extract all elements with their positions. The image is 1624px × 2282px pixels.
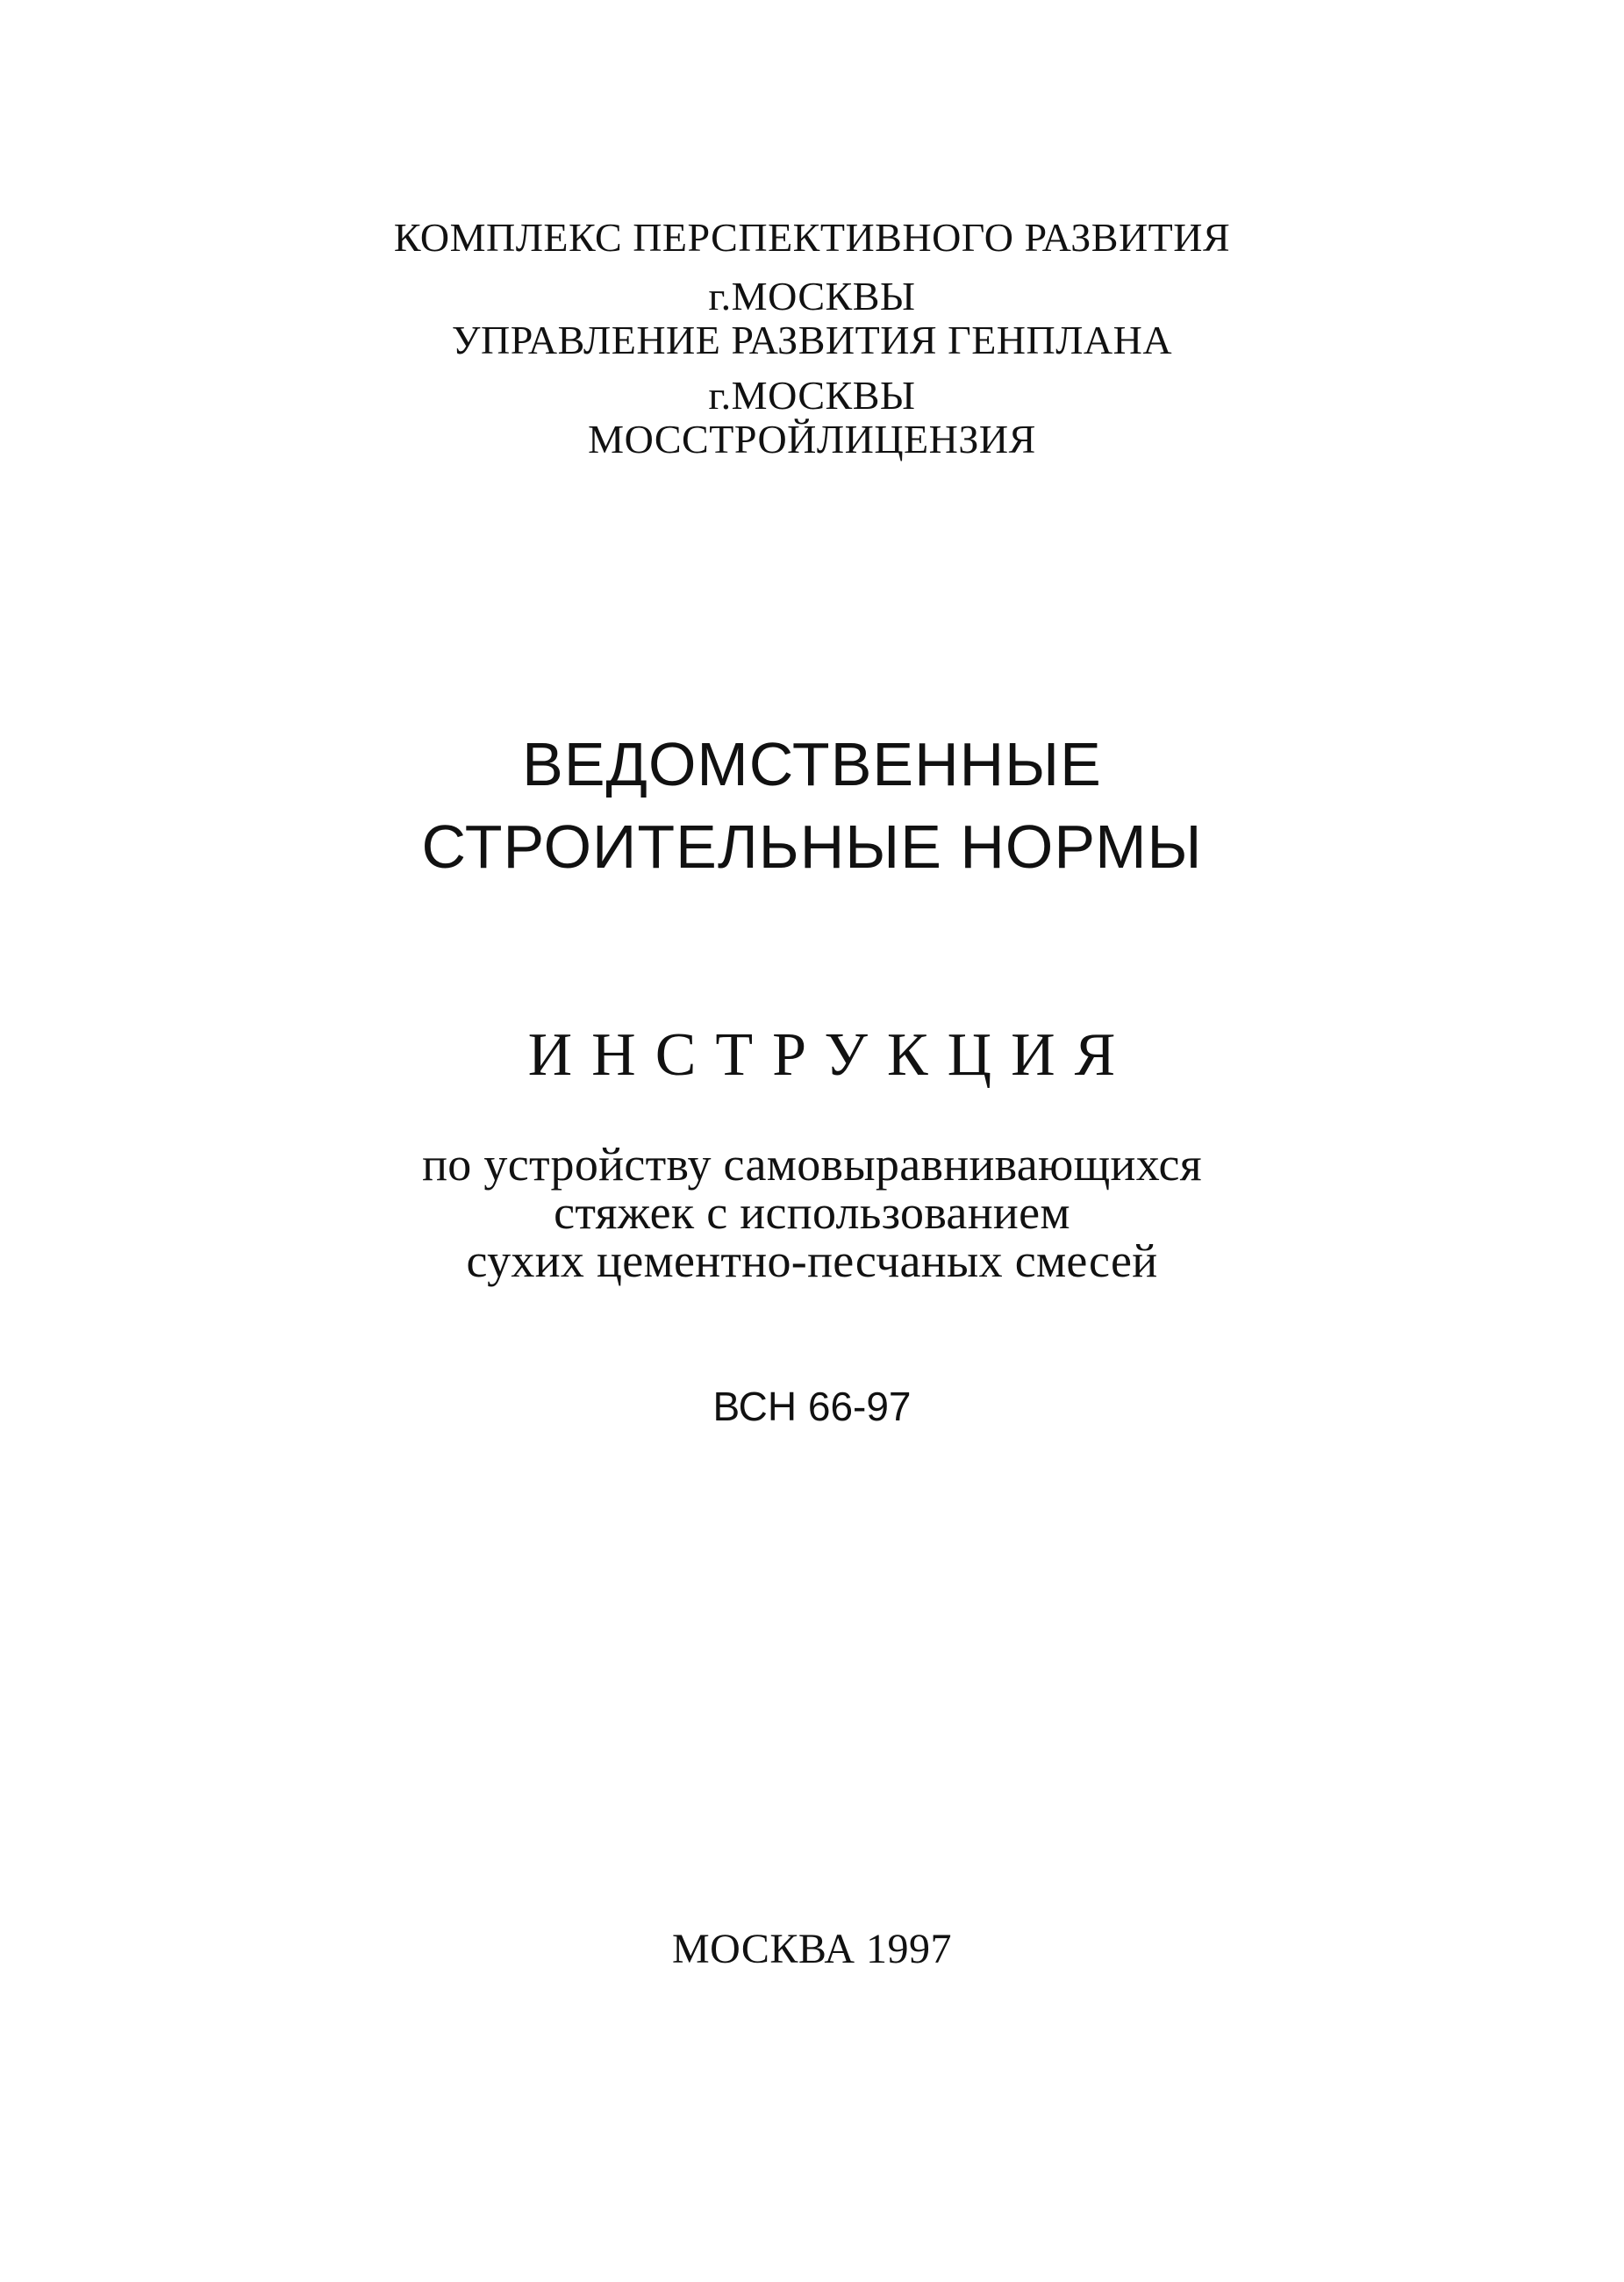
document-code: ВСН 66-97 — [712, 1384, 912, 1429]
publisher-line-4: г.МОСКВЫ — [708, 373, 916, 418]
place-and-year: МОСКВА 1997 — [671, 1926, 953, 1972]
document-type: ИНСТРУКЦИЯ — [527, 1021, 1135, 1089]
publisher-line-1: КОМПЛЕКС ПЕРСПЕКТИВНОГО РАЗВИТИЯ — [393, 215, 1231, 260]
publisher-line-2: г.МОСКВЫ — [708, 274, 916, 318]
subtitle-line-2: стяжек с использованием — [554, 1186, 1070, 1239]
main-title-line-1: ВЕДОМСТВЕННЫЕ — [522, 730, 1102, 798]
main-title-line-2: СТРОИТЕЛЬНЫЕ НОРМЫ — [421, 812, 1203, 881]
subtitle-line-3: сухих цементно-песчаных смесей — [466, 1234, 1158, 1287]
publisher-line-5: МОССТРОЙЛИЦЕНЗИЯ — [588, 417, 1036, 461]
subtitle-line-1: по устройству самовыравнивающихся — [422, 1138, 1202, 1191]
publisher-line-3: УПРАВЛЕНИЕ РАЗВИТИЯ ГЕНПЛАНА — [451, 318, 1173, 362]
